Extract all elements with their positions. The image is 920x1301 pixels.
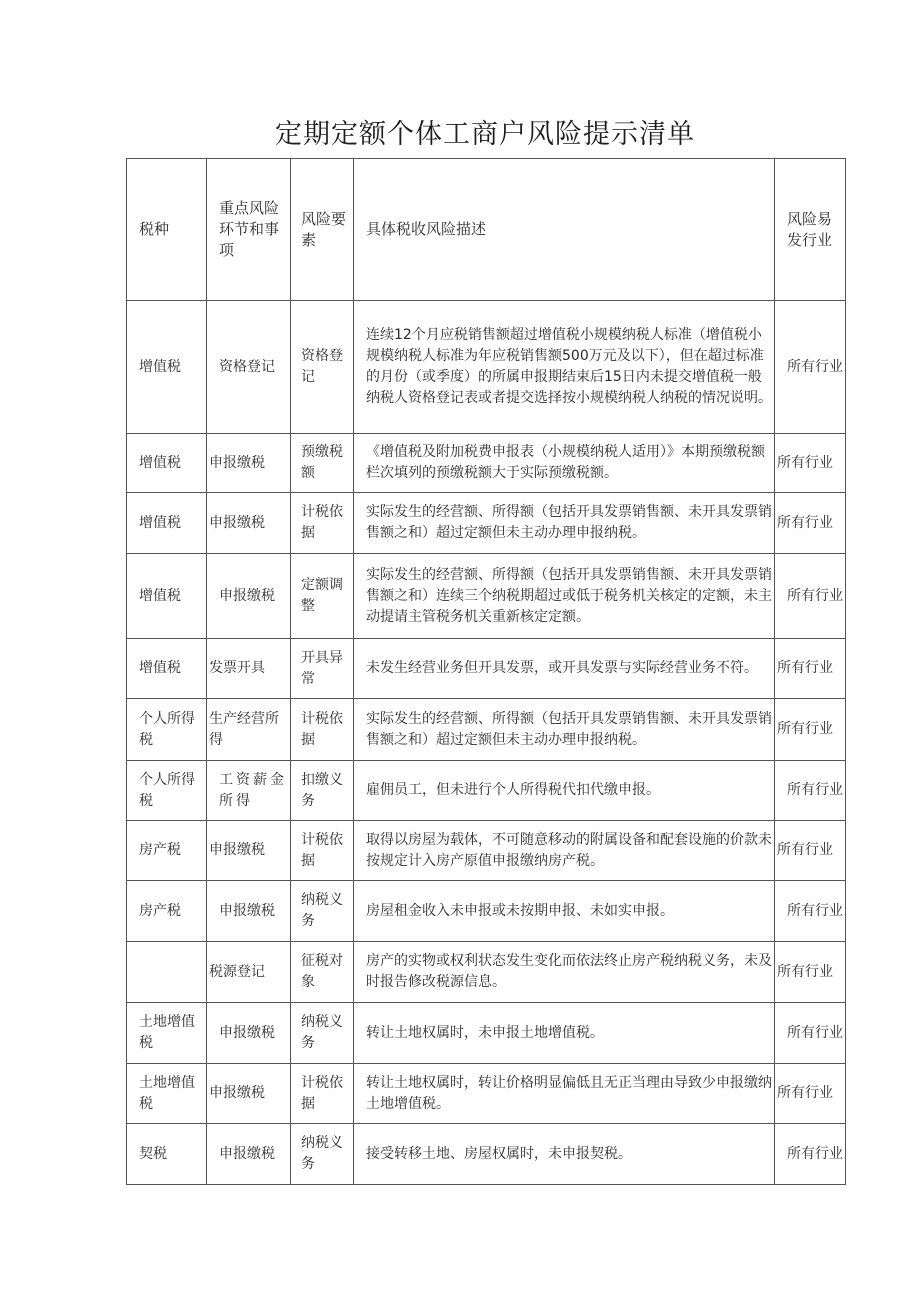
cell-risk-description: 未发生经营业务但开具发票，或开具发票与实际经营业务不符。 bbox=[354, 639, 775, 699]
cell-risk-description: 转让土地权属时，转让价格明显偏低且无正当理由导致少申报缴纳土地增值税。 bbox=[354, 1064, 775, 1124]
cell-risk-description: 实际发生的经营额、所得额（包括开具发票销售额、未开具发票销售额之和）超过定额但未主动办理申报纳税。 bbox=[354, 493, 775, 554]
table-row bbox=[127, 942, 846, 1003]
header-risk-description: 具体税收风险描述 bbox=[354, 159, 775, 301]
cell-industry: 所有行业 bbox=[775, 493, 846, 554]
table-row bbox=[127, 434, 846, 493]
cell-tax-type: 增值税 bbox=[127, 554, 207, 639]
cell-risk-link: 申报缴税 bbox=[207, 1003, 291, 1064]
cell-tax-type: 房产税 bbox=[127, 821, 207, 881]
cell-risk-link: 申报缴税 bbox=[207, 821, 291, 881]
table-row bbox=[127, 761, 846, 821]
table-row bbox=[127, 1064, 846, 1124]
cell-industry: 所有行业 bbox=[775, 821, 846, 881]
cell-tax-type: 增值税 bbox=[127, 301, 207, 434]
cell-risk-description: 《增值税及附加税费申报表（小规模纳税人适用）》本期预缴税额栏次填列的预缴税额大于实际预缴税额。 bbox=[354, 434, 775, 493]
cell-risk-link: 申报缴税 bbox=[207, 1064, 291, 1124]
cell-tax-type: 个人所得税 bbox=[127, 761, 207, 821]
cell-industry: 所有行业 bbox=[775, 1124, 846, 1185]
cell-risk-element: 计税依据 bbox=[291, 821, 354, 881]
table-row bbox=[127, 301, 846, 434]
cell-risk-description: 房屋租金收入未申报或未按期申报、未如实申报。 bbox=[354, 881, 775, 942]
cell-industry: 所有行业 bbox=[775, 942, 846, 1003]
table-row bbox=[127, 881, 846, 942]
cell-risk-element: 计税依据 bbox=[291, 493, 354, 554]
cell-tax-type: 增值税 bbox=[127, 434, 207, 493]
table-row bbox=[127, 554, 846, 639]
cell-industry: 所有行业 bbox=[775, 554, 846, 639]
cell-risk-description: 取得以房屋为载体，不可随意移动的附属设备和配套设施的价款未按规定计入房产原值申报缴纳房产税。 bbox=[354, 821, 775, 881]
cell-risk-link: 申报缴税 bbox=[207, 554, 291, 639]
cell-industry: 所有行业 bbox=[775, 699, 846, 761]
cell-industry: 所有行业 bbox=[775, 761, 846, 821]
header-industry: 风险易发行业 bbox=[775, 159, 846, 301]
cell-risk-element: 纳税义务 bbox=[291, 881, 354, 942]
cell-risk-description: 雇佣员工，但未进行个人所得税代扣代缴申报。 bbox=[354, 761, 775, 821]
cell-risk-element: 开具异常 bbox=[291, 639, 354, 699]
cell-risk-element: 征税对象 bbox=[291, 942, 354, 1003]
cell-tax-type: 增值税 bbox=[127, 639, 207, 699]
header-risk-element: 风险要素 bbox=[291, 159, 354, 301]
cell-risk-link: 生产经营所得 bbox=[207, 699, 291, 761]
cell-risk-description: 接受转移土地、房屋权属时，未申报契税。 bbox=[354, 1124, 775, 1185]
cell-risk-link: 工资薪金所得 bbox=[207, 761, 291, 821]
table-row bbox=[127, 1003, 846, 1064]
header-risk-link: 重点风险环节和事项 bbox=[207, 159, 291, 301]
cell-risk-description: 实际发生的经营额、所得额（包括开具发票销售额、未开具发票销售额之和）连续三个纳税期超过或低于税务机关核定的定额，未主动提请主管税务机关重新核定定额。 bbox=[354, 554, 775, 639]
table-row bbox=[127, 493, 846, 554]
cell-risk-link: 申报缴税 bbox=[207, 493, 291, 554]
cell-risk-link: 申报缴税 bbox=[207, 1124, 291, 1185]
cell-risk-link: 发票开具 bbox=[207, 639, 291, 699]
table-header-row bbox=[127, 159, 846, 301]
cell-risk-description: 转让土地权属时，未申报土地增值税。 bbox=[354, 1003, 775, 1064]
cell-risk-link: 资格登记 bbox=[207, 301, 291, 434]
cell-industry: 所有行业 bbox=[775, 639, 846, 699]
table-row bbox=[127, 699, 846, 761]
cell-tax-type: 土地增值税 bbox=[127, 1003, 207, 1064]
cell-industry: 所有行业 bbox=[775, 1064, 846, 1124]
cell-risk-description: 房产的实物或权利状态发生变化而依法终止房产税纳税义务，未及时报告修改税源信息。 bbox=[354, 942, 775, 1003]
cell-risk-element: 预缴税额 bbox=[291, 434, 354, 493]
header-tax-type: 税种 bbox=[127, 159, 207, 301]
cell-tax-type: 个人所得税 bbox=[127, 699, 207, 761]
cell-risk-element: 纳税义务 bbox=[291, 1124, 354, 1185]
cell-industry: 所有行业 bbox=[775, 1003, 846, 1064]
cell-tax-type: 房产税 bbox=[127, 881, 207, 942]
cell-tax-type: 契税 bbox=[127, 1124, 207, 1185]
cell-tax-type: 土地增值税 bbox=[127, 1064, 207, 1124]
cell-risk-link: 申报缴税 bbox=[207, 881, 291, 942]
cell-risk-element: 计税依据 bbox=[291, 699, 354, 761]
cell-risk-element: 纳税义务 bbox=[291, 1003, 354, 1064]
table-row bbox=[127, 639, 846, 699]
cell-risk-element: 扣缴义务 bbox=[291, 761, 354, 821]
cell-industry: 所有行业 bbox=[775, 434, 846, 493]
cell-risk-element: 计税依据 bbox=[291, 1064, 354, 1124]
cell-risk-description: 连续12个月应税销售额超过增值税小规模纳税人标准（增值税小规模纳税人标准为年应税销售额500万元及以下），但在超过标准的月份（或季度）的所属申报期结束后15日内未提交增值税一般纳税人资格登记表或者提交选择按小规模纳税人纳税的情况说明。 bbox=[354, 301, 775, 434]
page-title: 定期定额个体工商户风险提示清单 bbox=[275, 119, 695, 150]
cell-risk-link: 申报缴税 bbox=[207, 434, 291, 493]
cell-tax-type bbox=[127, 942, 207, 1003]
cell-risk-element: 定额调整 bbox=[291, 554, 354, 639]
risk-table bbox=[126, 158, 846, 1185]
cell-risk-element: 资格登记 bbox=[291, 301, 354, 434]
cell-industry: 所有行业 bbox=[775, 881, 846, 942]
cell-risk-link: 税源登记 bbox=[207, 942, 291, 1003]
cell-tax-type: 增值税 bbox=[127, 493, 207, 554]
table-row bbox=[127, 1124, 846, 1185]
table-row bbox=[127, 821, 846, 881]
cell-industry: 所有行业 bbox=[775, 301, 846, 434]
cell-risk-description: 实际发生的经营额、所得额（包括开具发票销售额、未开具发票销售额之和）超过定额但未主动办理申报纳税。 bbox=[354, 699, 775, 761]
